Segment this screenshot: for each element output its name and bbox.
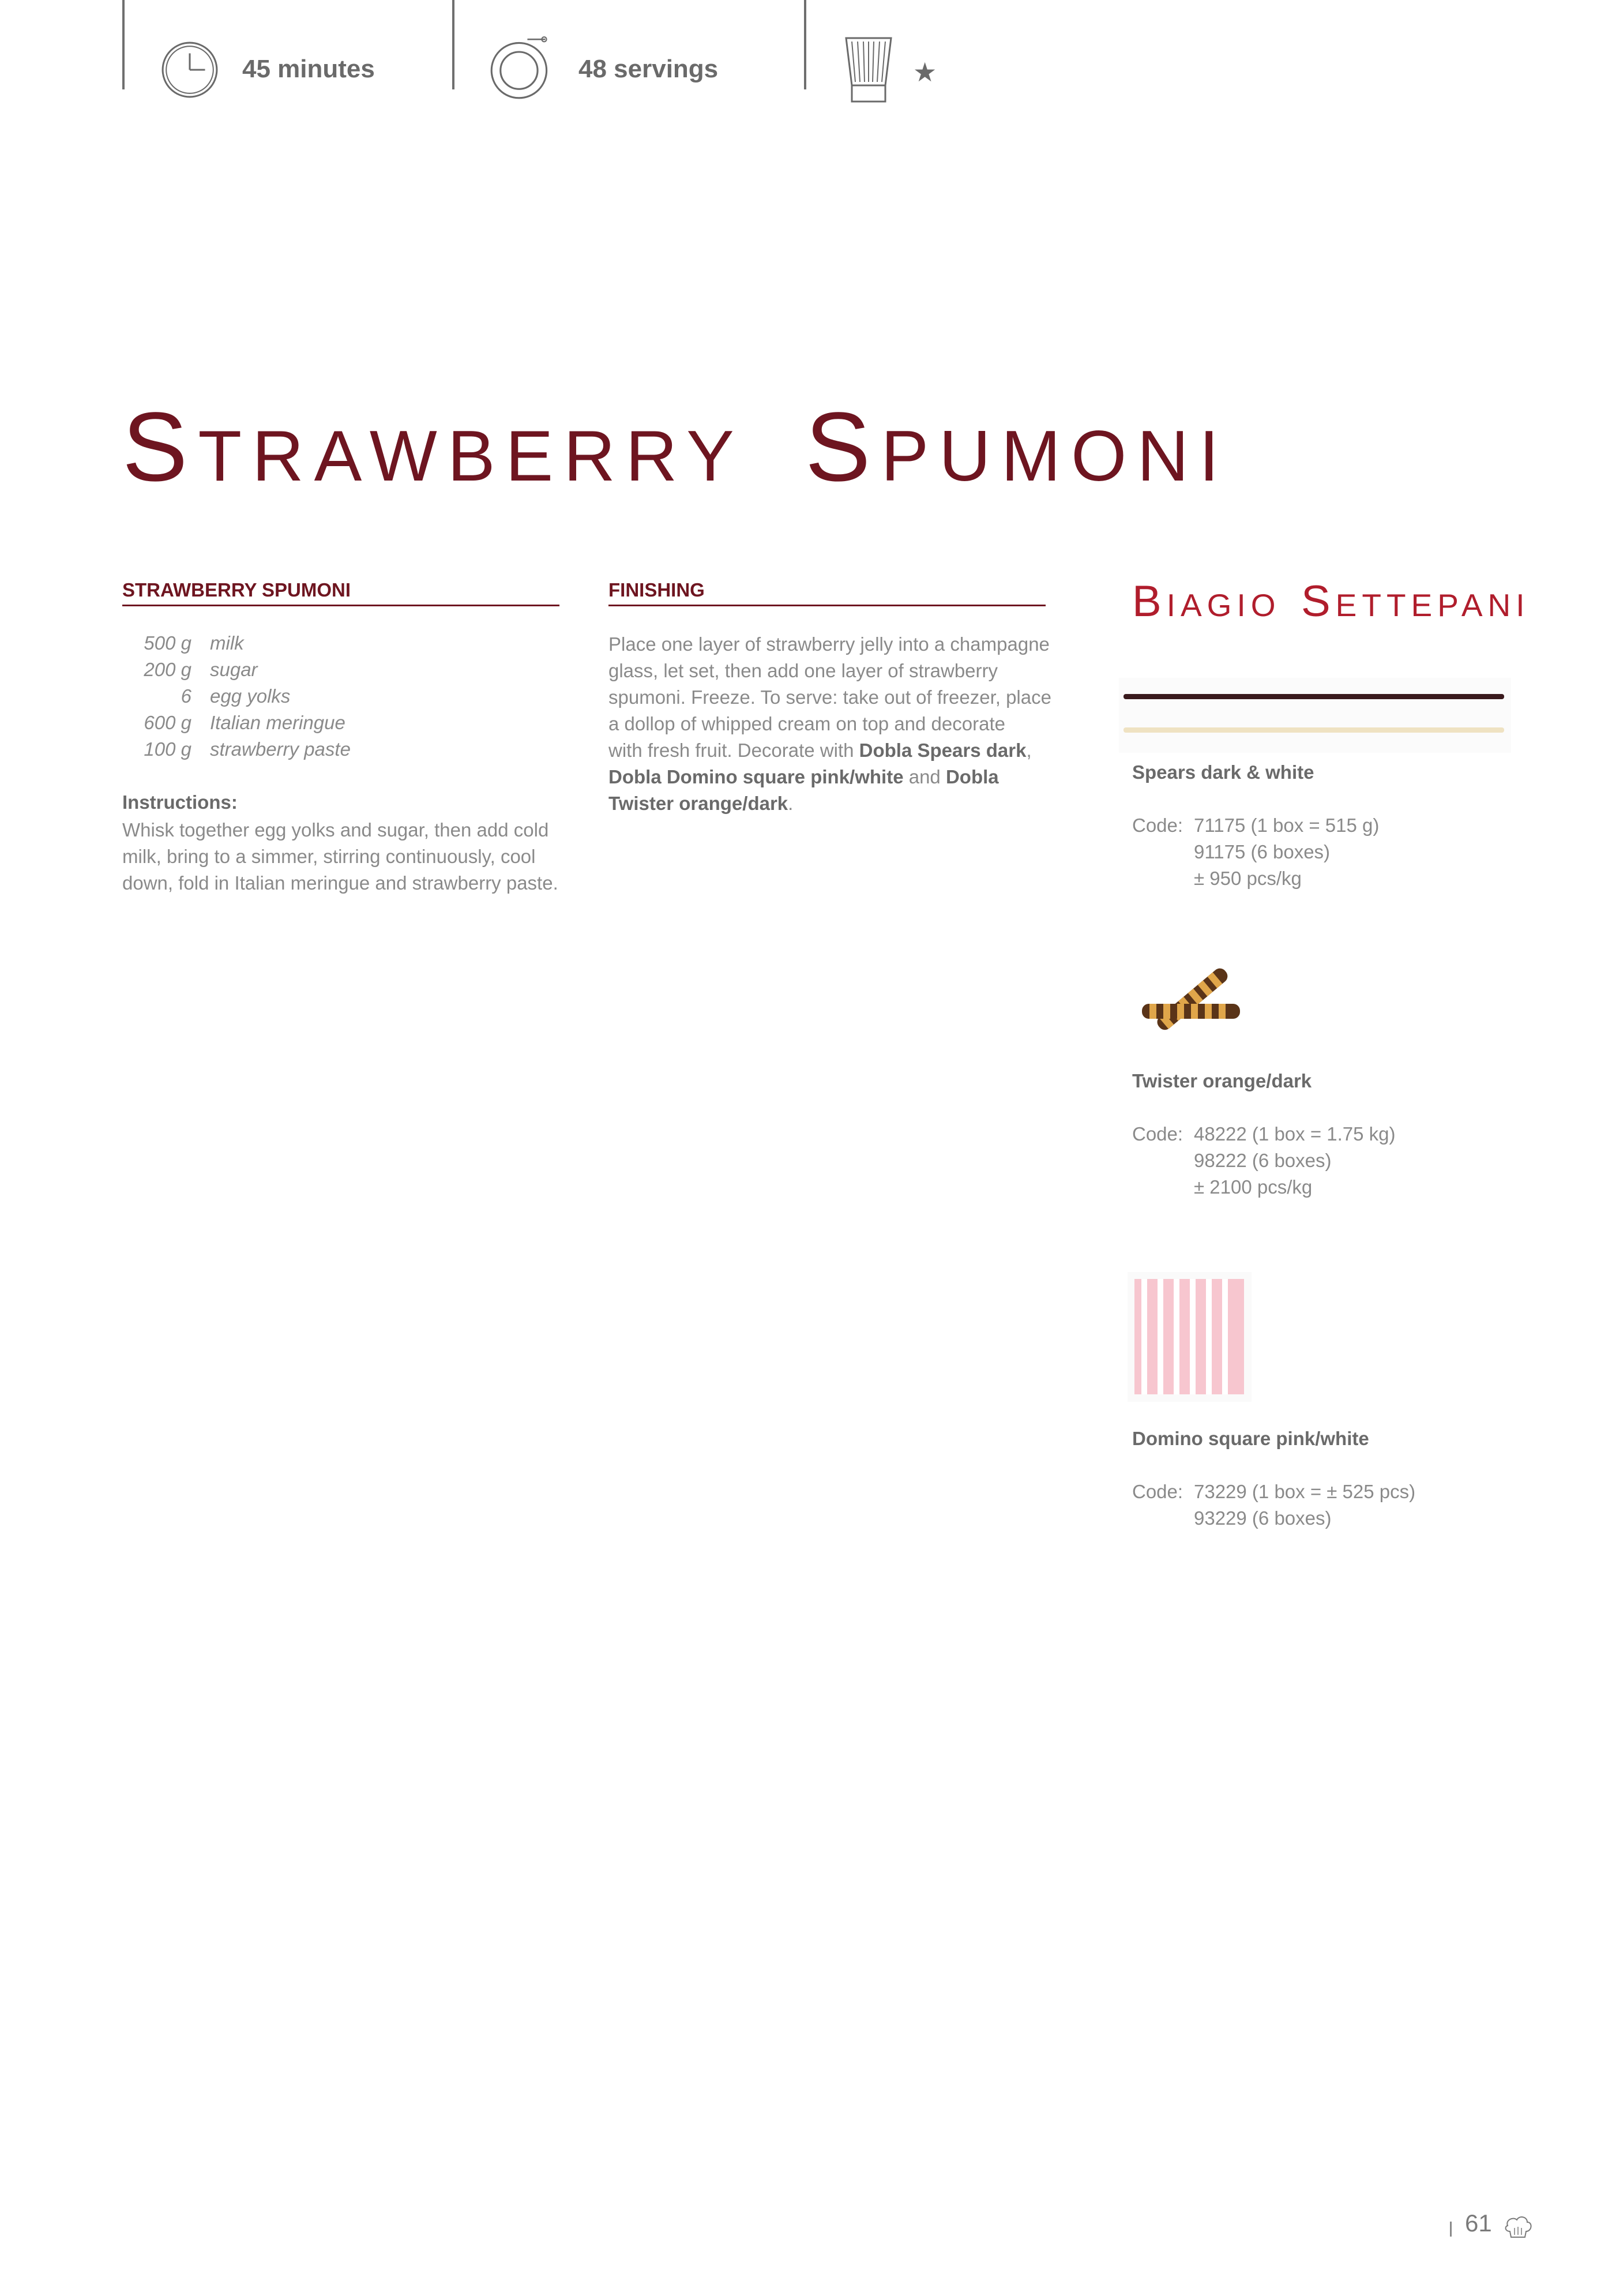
clock-icon: [160, 40, 219, 99]
domino-product-image: [1128, 1272, 1252, 1402]
page-title: STRAWBERRY SPUMONI: [122, 392, 1230, 502]
product-code: 73229 (1 box = ± 525 pcs): [1194, 1481, 1416, 1502]
ingredient-qty: 6: [181, 685, 191, 707]
page-number: 61: [1465, 2209, 1492, 2237]
servings: 48 servings: [578, 55, 719, 83]
twister-product-image: [1128, 952, 1260, 1050]
product-name: Spears dark & white: [1132, 761, 1314, 783]
product-code: 93229 (6 boxes): [1194, 1507, 1332, 1529]
header-divider: [452, 0, 454, 89]
ingredient-name: egg yolks: [210, 685, 291, 707]
ingredient-name: milk: [210, 632, 244, 654]
instructions-text: Whisk together egg yolks and sugar, then add cold milk, bring to a simmer, stirring continuously, cool down, fold in Italian meringue and strawberry paste.: [122, 819, 558, 894]
prep-time: 45 minutes: [242, 55, 375, 83]
ingredient-qty: 100 g: [144, 738, 191, 760]
product-code: 91175 (6 boxes): [1194, 841, 1331, 862]
finishing-heading: FINISHING: [608, 579, 705, 601]
ingredient-qty: 200 g: [144, 659, 191, 680]
ingredient-name: strawberry paste: [210, 738, 351, 760]
product-code: 71175 (1 box = 515 g): [1194, 815, 1380, 836]
code-label: Code:: [1132, 1481, 1183, 1502]
code-label: Code:: [1132, 815, 1183, 836]
heading-rule: [122, 605, 559, 606]
finishing-text: Place one layer of strawberry jelly into a champagne glass, let set, then add one layer of strawberry spumoni. Freeze. To serve: take out of freezer, place a dollop of whipped cream on top and decorate with fresh fruit. Decorate with Dobla Spears dark, Dobla Domino square pink/white and Dobla Twister orange/dark.: [608, 633, 1051, 814]
ingredient-name: sugar: [210, 659, 258, 680]
product-name: Domino square pink/white: [1132, 1428, 1369, 1449]
heading-rule: [608, 605, 1046, 606]
recipe-heading: STRAWBERRY SPUMONI: [122, 579, 351, 601]
product-code: 98222 (6 boxes): [1194, 1150, 1332, 1171]
header-divider: [804, 0, 806, 89]
ingredient-name: Italian meringue: [210, 712, 345, 733]
chef-hat-small-icon: [1504, 2214, 1533, 2241]
brand-name: BIAGIO SETTEPANI: [1132, 577, 1530, 626]
chef-hat-icon: [844, 36, 893, 104]
spears-product-image: [1119, 678, 1511, 753]
header-divider: [122, 0, 125, 89]
product-name: Twister orange/dark: [1132, 1070, 1312, 1091]
product-code: 48222 (1 box = 1.75 kg): [1194, 1123, 1396, 1145]
plate-icon: [490, 36, 550, 100]
page-divider: [1450, 2222, 1452, 2237]
ingredient-qty: 500 g: [144, 632, 191, 654]
code-label: Code:: [1132, 1123, 1183, 1145]
product-code: ± 2100 pcs/kg: [1194, 1176, 1313, 1198]
product-code: ± 950 pcs/kg: [1194, 868, 1302, 889]
star-icon: ★: [913, 57, 937, 87]
instructions-label: Instructions:: [122, 791, 238, 813]
ingredient-qty: 600 g: [144, 712, 191, 733]
